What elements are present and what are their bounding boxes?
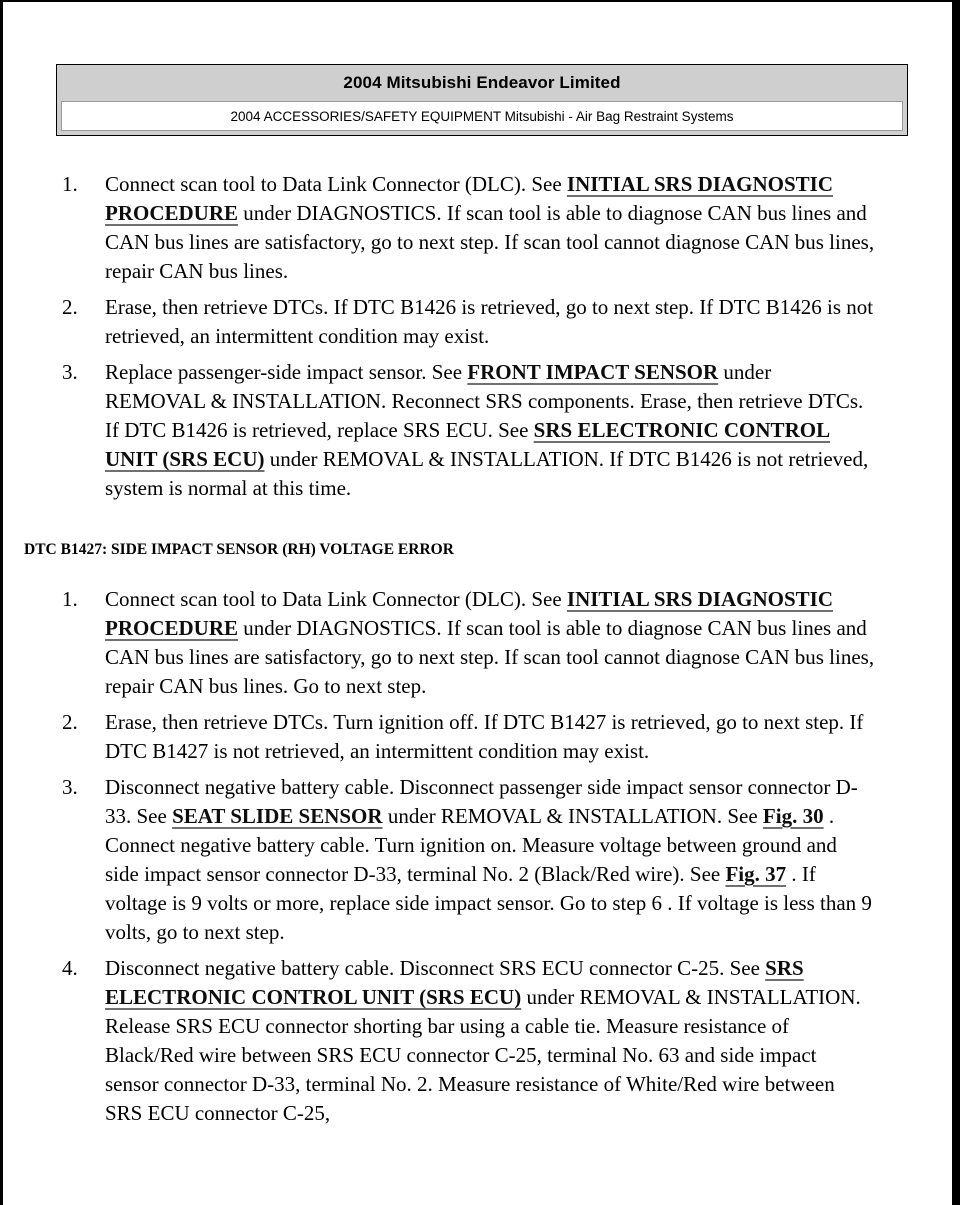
step-number: 3.: [62, 775, 78, 799]
cross-reference-link[interactable]: SRS ELECTRONIC CONTROL UNIT (SRS ECU): [105, 418, 831, 471]
list-item: [0, 773, 875, 947]
step-text: under DIAGNOSTICS. If scan tool is able to diagnose CAN bus lines and CAN bus lines are satisfactory, go to next step. If scan tool cannot diagnose CAN bus lines, repair CAN bus lines. Go to next step.: [105, 616, 875, 698]
procedure-list-b1427: [0, 585, 875, 1128]
cross-reference-link[interactable]: INITIAL SRS DIAGNOSTIC PROCEDURE: [105, 587, 833, 640]
cross-reference-link[interactable]: Fig. 30: [762, 804, 824, 828]
cross-reference-link[interactable]: SEAT SLIDE SENSOR: [172, 804, 383, 828]
list-item: [0, 708, 875, 766]
document-subtitle: 2004 ACCESSORIES/SAFETY EQUIPMENT Mitsubishi - Air Bag Restraint Systems: [61, 101, 903, 131]
list-item: [0, 170, 875, 286]
step-text: Connect scan tool to Data Link Connector (DLC). See: [105, 172, 567, 196]
step-text: . If voltage is 9 volts or more, replace side impact sensor. Go to step 6 . If voltage is less than 9 volts, go to next step.: [105, 862, 872, 944]
step-text: Connect scan tool to Data Link Connector (DLC). See: [105, 587, 567, 611]
step-text: under REMOVAL & INSTALLATION. Reconnect SRS components. Erase, then retrieve DTCs. If DTC B1426 is retrieved, replace SRS ECU. See: [105, 360, 864, 442]
step-text: under REMOVAL & INSTALLATION. If DTC B1426 is not retrieved, system is normal at this time.: [105, 447, 869, 500]
step-text: Disconnect negative battery cable. Disconnect SRS ECU connector C-25. See: [105, 956, 766, 980]
page-right-border: [952, 0, 960, 1205]
page-top-border: [0, 0, 960, 2]
cross-reference-link[interactable]: Fig. 37: [725, 862, 787, 886]
step-text: under REMOVAL & INSTALLATION. See: [382, 804, 763, 828]
step-text: Erase, then retrieve DTCs. Turn ignition off. If DTC B1427 is retrieved, go to next step. If DTC B1427 is not retrieved, an intermittent condition may exist.: [105, 710, 864, 763]
document-header: [56, 64, 908, 136]
list-item: [0, 954, 875, 1128]
cross-reference-link[interactable]: INITIAL SRS DIAGNOSTIC PROCEDURE: [105, 172, 833, 225]
list-item: [0, 585, 875, 701]
step-text: Erase, then retrieve DTCs. If DTC B1426 is retrieved, go to next step. If DTC B1426 is not retrieved, an intermittent condition may exist.: [105, 295, 874, 348]
step-number: 3.: [62, 360, 78, 384]
step-text: Disconnect negative battery cable. Disconnect passenger side impact sensor connector D-33. See: [105, 775, 858, 828]
step-text: . Connect negative battery cable. Turn ignition on. Measure voltage between ground and side impact sensor connector D-33, terminal No. 2 (Black/Red wire). See: [105, 804, 837, 886]
step-text: Replace passenger-side impact sensor. See: [105, 360, 468, 384]
step-number: 4.: [62, 956, 78, 980]
section-heading-b1427: DTC B1427: SIDE IMPACT SENSOR (RH) VOLTAGE ERROR: [24, 541, 454, 558]
list-item: [0, 358, 875, 503]
step-number: 2.: [62, 710, 78, 734]
list-item: [0, 293, 875, 351]
step-number: 2.: [62, 295, 78, 319]
step-text: under REMOVAL & INSTALLATION. Release SRS ECU connector shorting bar using a cable tie. Measure resistance of Black/Red wire between SRS ECU connector C-25, terminal No. 63 and side impact sensor connector D-33, terminal No. 2. Measure resistance of White/Red wire between SRS ECU connector C-25,: [105, 985, 861, 1125]
step-number: 1.: [62, 587, 78, 611]
cross-reference-link[interactable]: SRS ELECTRONIC CONTROL UNIT (SRS ECU): [105, 956, 804, 1009]
cross-reference-link[interactable]: FRONT IMPACT SENSOR: [467, 360, 719, 384]
document-title: 2004 Mitsubishi Endeavor Limited: [343, 73, 621, 92]
step-text: under DIAGNOSTICS. If scan tool is able to diagnose CAN bus lines and CAN bus lines are satisfactory, go to next step. If scan tool cannot diagnose CAN bus lines, repair CAN bus lines.: [105, 201, 875, 283]
procedure-list-b1426: [0, 170, 875, 503]
step-number: 1.: [62, 172, 78, 196]
